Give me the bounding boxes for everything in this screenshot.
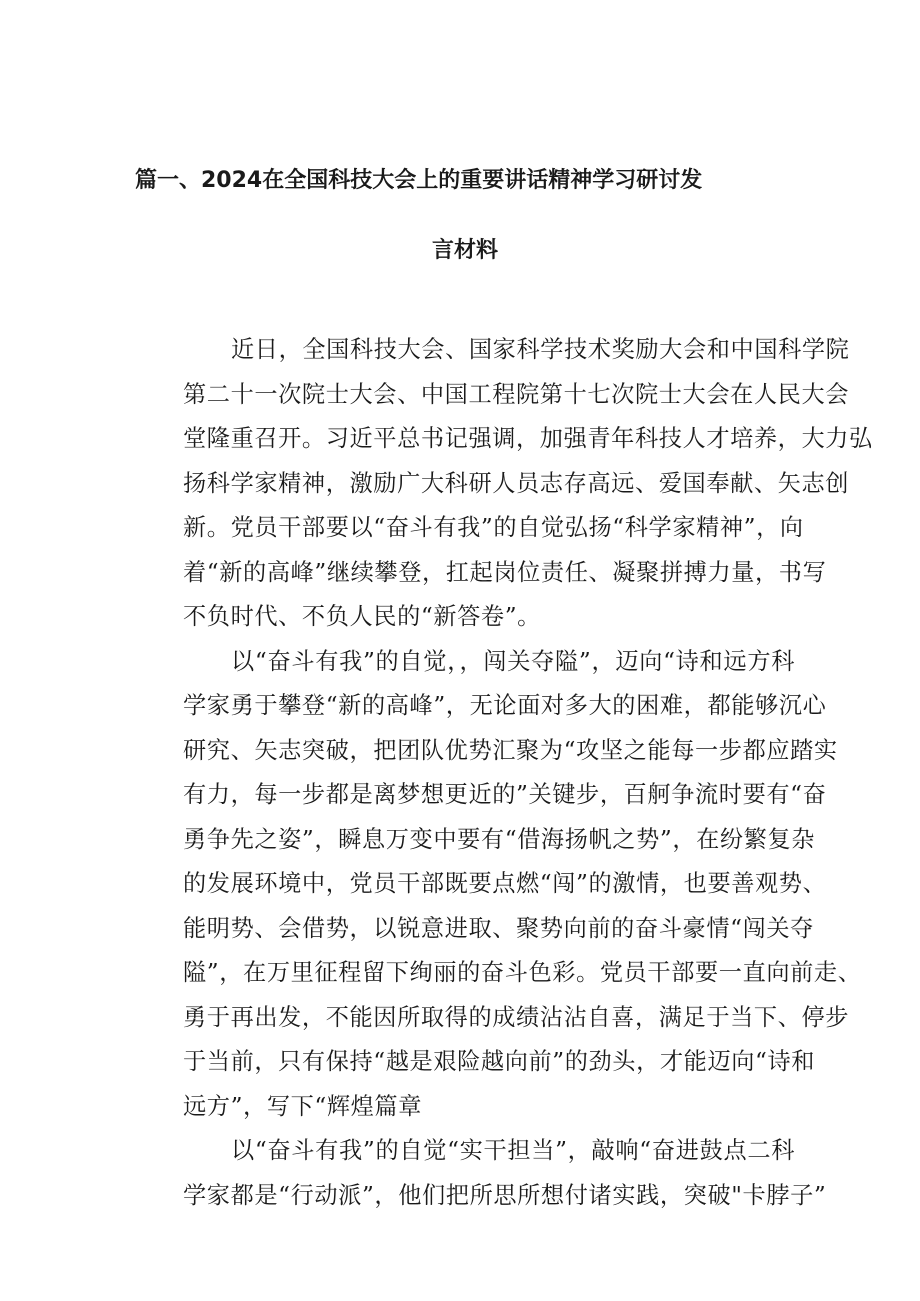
paragraph-line: 近日，全国科技大会、国家科学技术奖励大会和中国科学院 — [231, 336, 850, 363]
paragraph-2 — [135, 640, 862, 1130]
paragraph-line: 隘”，在万里征程留下绚丽的奋斗色彩。党员干部要一直向前走、 — [183, 959, 862, 986]
paragraph-line: 以“奋斗有我”的自觉，，闯关夺隘”，迈向“诗和远方科 — [231, 647, 795, 675]
paragraph-1 — [135, 328, 873, 640]
paragraph-line: 不负时代、不负人民的“新答卷”。 — [183, 603, 541, 630]
paragraph-line: 能明势、会借势，以锐意进取、聚势向前的奋斗豪情“闯关夺 — [183, 914, 814, 942]
paragraph-line: 第二十一次院士大会、中国工程院第十七次院士大会在人民大会 — [183, 380, 850, 408]
paragraph-line: 新。党员干部要以“奋斗有我”的自觉弘扬“科学家精神”，向 — [183, 514, 804, 541]
paragraph-line: 勇于再出发，不能因所取得的成绩沾沾自喜，满足于当下、停步 — [183, 1003, 850, 1031]
document-title-line-1: 篇一、2024在全国科技大会上的重要讲话精神学习研讨发 — [135, 168, 703, 193]
paragraph-line: 堂隆重召开。习近平总书记强调，加强青年科技人才培养，大力弘 — [183, 425, 873, 452]
paragraph-3 — [135, 1129, 827, 1218]
paragraph-line: 以“奋斗有我”的自觉“实干担当”，敲响“奋进鼓点二科 — [231, 1137, 795, 1164]
paragraph-line: 有力，每一步都是离梦想更近的”关键步，百舸争流时要有“奋 — [183, 781, 827, 808]
document-title-line-2: 言材料 — [431, 238, 498, 263]
paragraph-line: 于当前，只有保持“越是艰险越向前”的劲头，才能迈向“诗和 — [183, 1048, 816, 1075]
paragraph-line: 学家都是“行动派”，他们把所思所想付诸实践，突破"卡脖子” — [183, 1181, 827, 1209]
paragraph-line: 研究、矢志突破，把团队优势汇聚为“攻坚之能每一步都应踏实 — [183, 736, 838, 764]
paragraph-line: 的发展环境中，党员干部既要点燃“闯”的激情，也要善观势、 — [183, 870, 827, 897]
paragraph-line: 学家勇于攀登“新的高峰”，无论面对多大的困难，都能够沉心 — [183, 692, 827, 719]
paragraph-line: 着“新的高峰”继续攀登，扛起岗位责任、凝聚拼搏力量，书写 — [183, 558, 827, 586]
paragraph-line: 远方”，写下“辉煌篇章 — [183, 1092, 422, 1120]
paragraph-line: 勇争先之姿”，瞬息万变中要有“借海扬帆之势”，在纷繁复杂 — [183, 825, 816, 853]
document-body — [135, 328, 873, 1218]
paragraph-line: 扬科学家精神，激励广大科研人员志存高远、爱国奉献、矢志创 — [183, 469, 850, 497]
